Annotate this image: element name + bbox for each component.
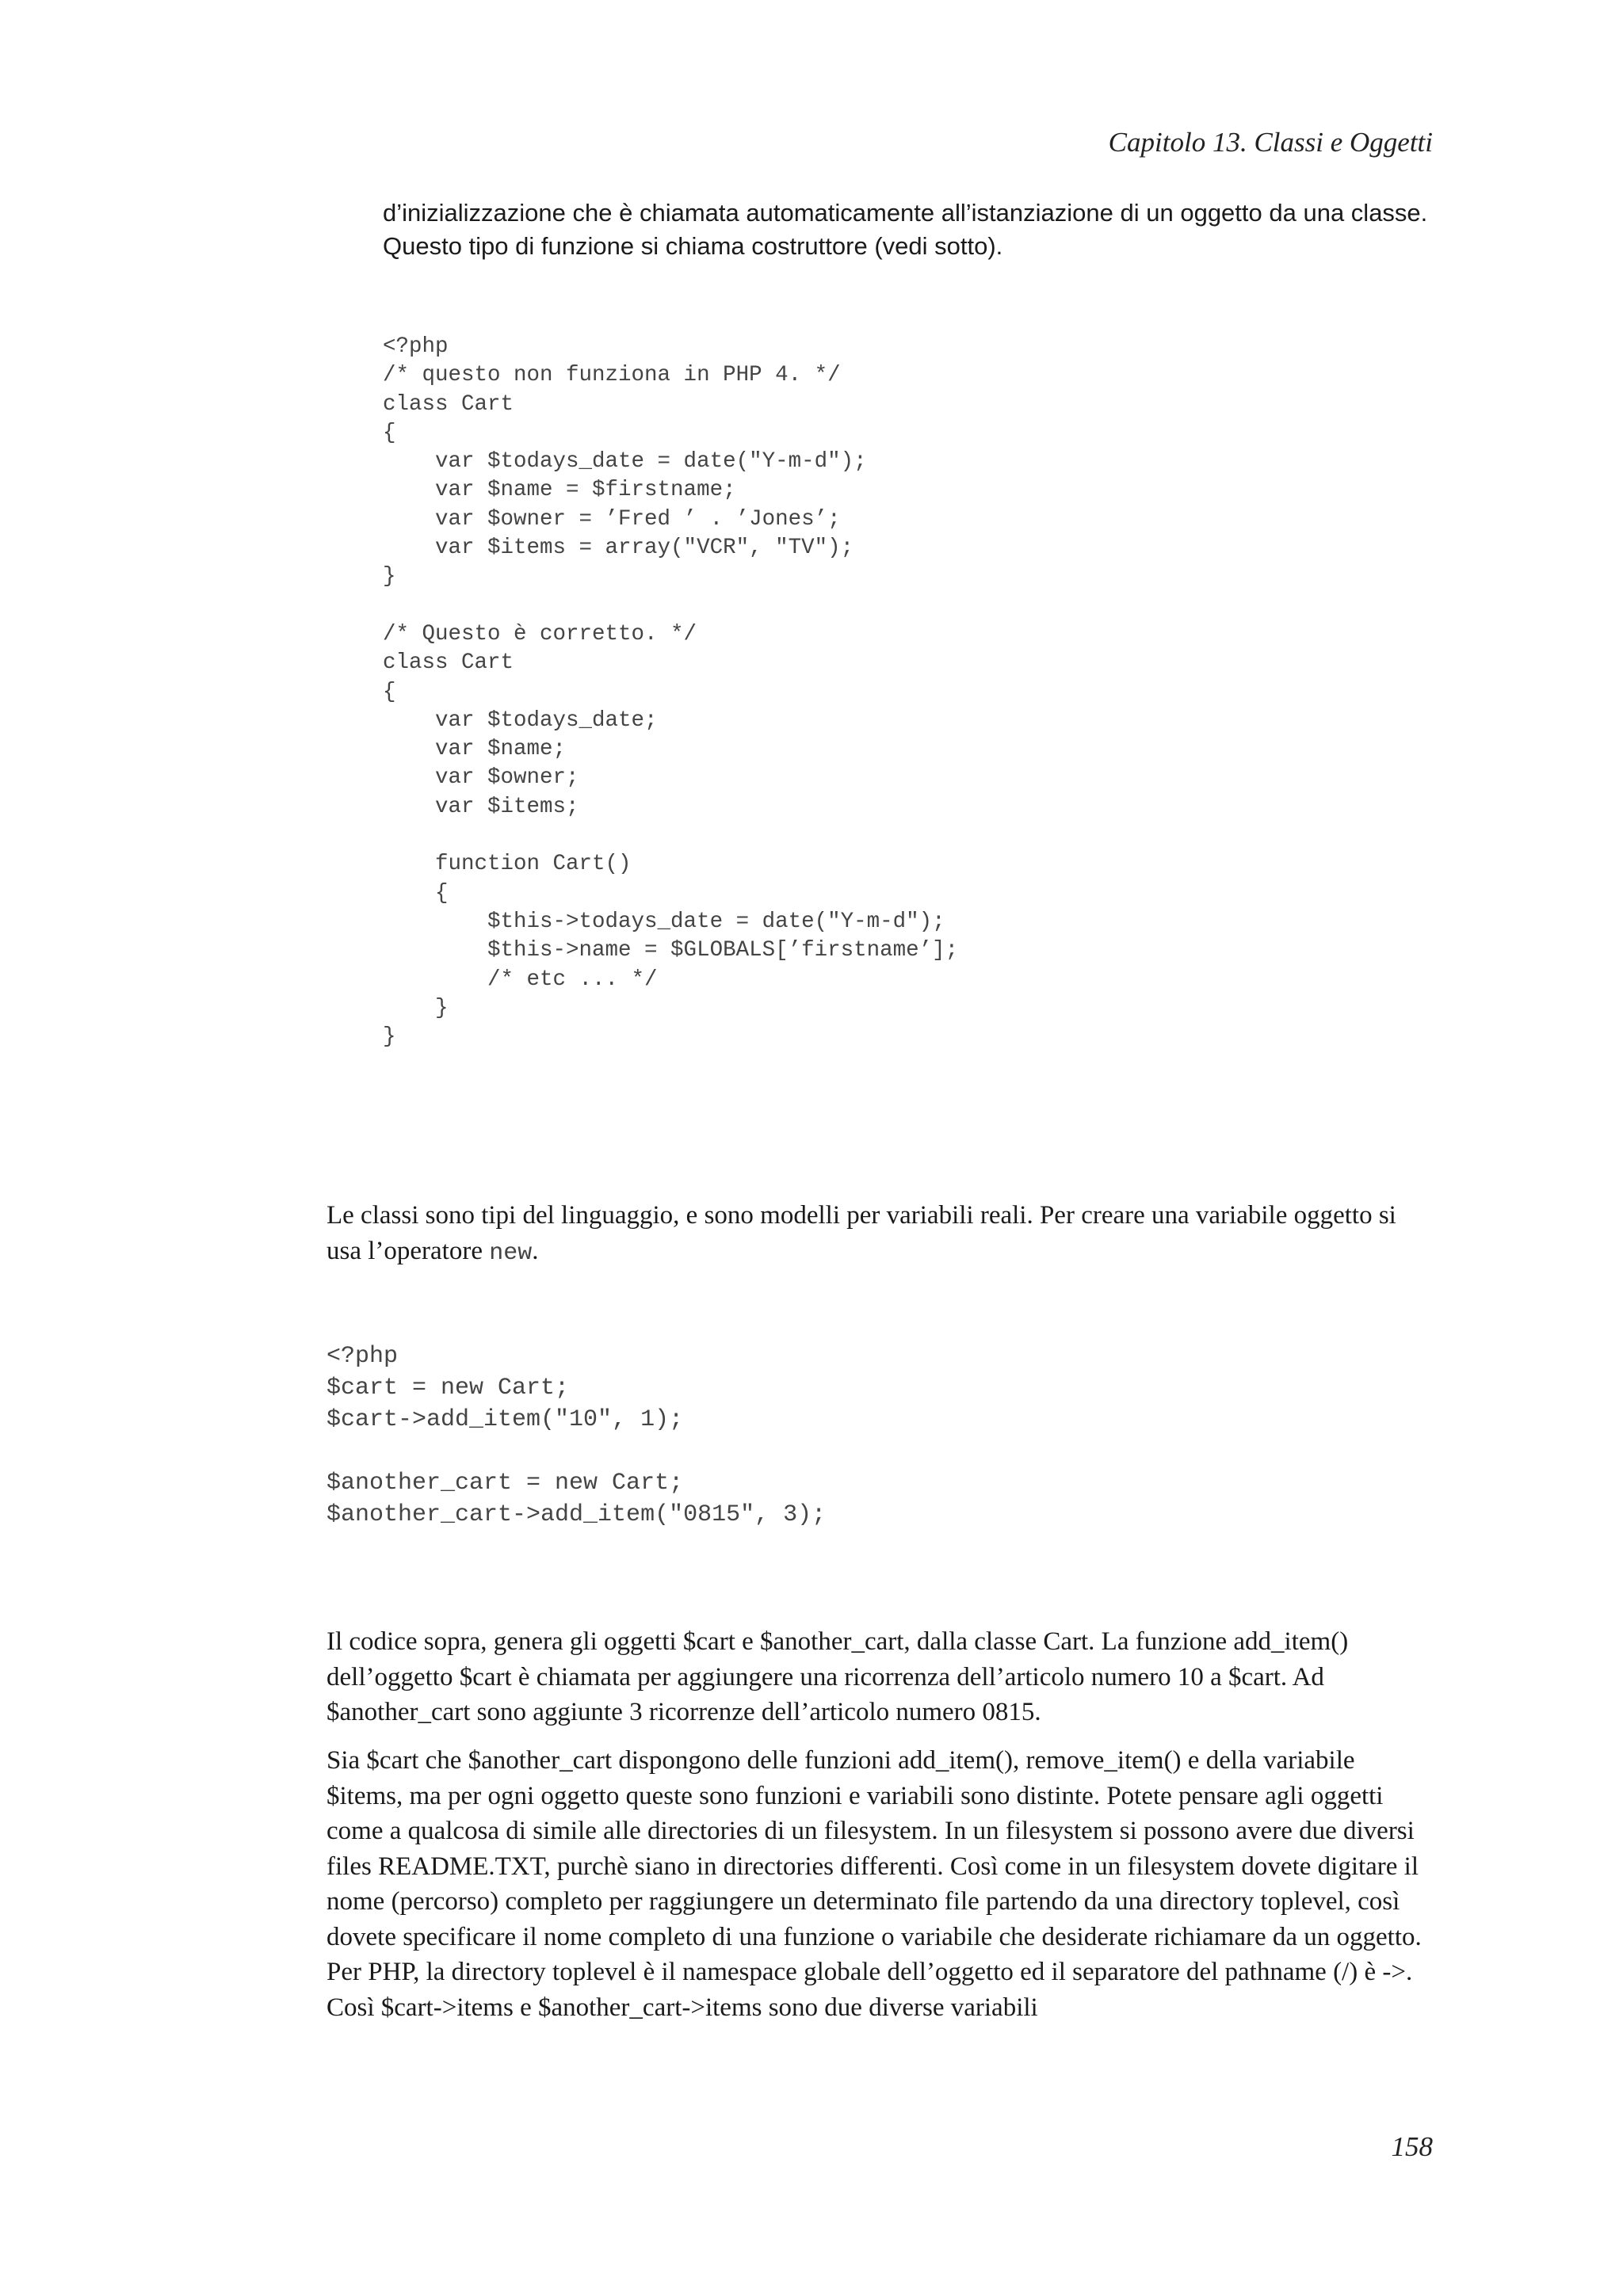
note-text: d’inizializzazione che è chiamata automaticamente all’istanziazione di un oggetto da una classe. Questo tipo di funzione si chiama costruttore (vedi sotto). [383,199,1428,260]
inline-code-new: new [489,1239,533,1267]
paragraph-namespace-explanation: Sia $cart che $another_cart dispongono delle funzioni add_item(), remove_item() e della variabile $items, ma per ogni oggetto queste sono funzioni e variabili sono distinte. Potete pensare agli oggetti come a qualcosa di simile alle directories di un filesystem. In un filesystem si possono avere due diversi files README.TXT, purchè siano in directories differenti. Così come in un filesystem dovete digitare il nome (percorso) completo per raggiungere un determinato file partendo da una directory toplevel, così dovete specificare il nome completo di una funzione o variabile che desiderate richiamare da un oggetto. Per PHP, la directory toplevel è il namespace globale dell’oggetto ed il separatore del pathname (/) è ->. Così $cart->items e $another_cart->items sono due diverse variabili [327,1746,1422,2022]
paragraph-classes-intro [327,1198,1436,1271]
code-block-new-cart: <?php $cart = new Cart; $cart->add_item("10", 1); $another_cart = new Cart; $another_cart->add_item("0815", 3); [327,1343,827,1528]
code-block-class-cart: <?php /* questo non funziona in PHP 4. */ class Cart { var $todays_date = date("Y-m-d"); var $name = $firstname; var $owner = ’Fred ’ . ’Jones’; var $items = array("VCR", "TV"); } /* Questo è corretto. */ class Cart { var $todays_date; var $name; var $owner; var $items; function Cart() { $this->todays_date = date("Y-m-d"); $this->name = $GLOBALS[’firstname’]; /* etc ... */ } } [383,334,959,1050]
paragraph-text-end: . [532,1236,539,1265]
paragraph-objects-explanation: Il codice sopra, genera gli oggetti $cart e $another_cart, dalla classe Cart. La funzione add_item() dell’oggetto $cart è chiamata per aggiungere una ricorrenza dell’articolo numero 10 a $cart. Ad $another_cart sono aggiunte 3 ricorrenze dell’articolo numero 0815. [327,1627,1349,1726]
paragraph-text: Le classi sono tipi del linguaggio, e sono modelli per variabili reali. Per creare una variabile oggetto si usa l’operatore [327,1201,1396,1265]
page-number: 158 [1391,2131,1433,2162]
running-header: Capitolo 13. Classi e Oggetti [1108,127,1433,158]
